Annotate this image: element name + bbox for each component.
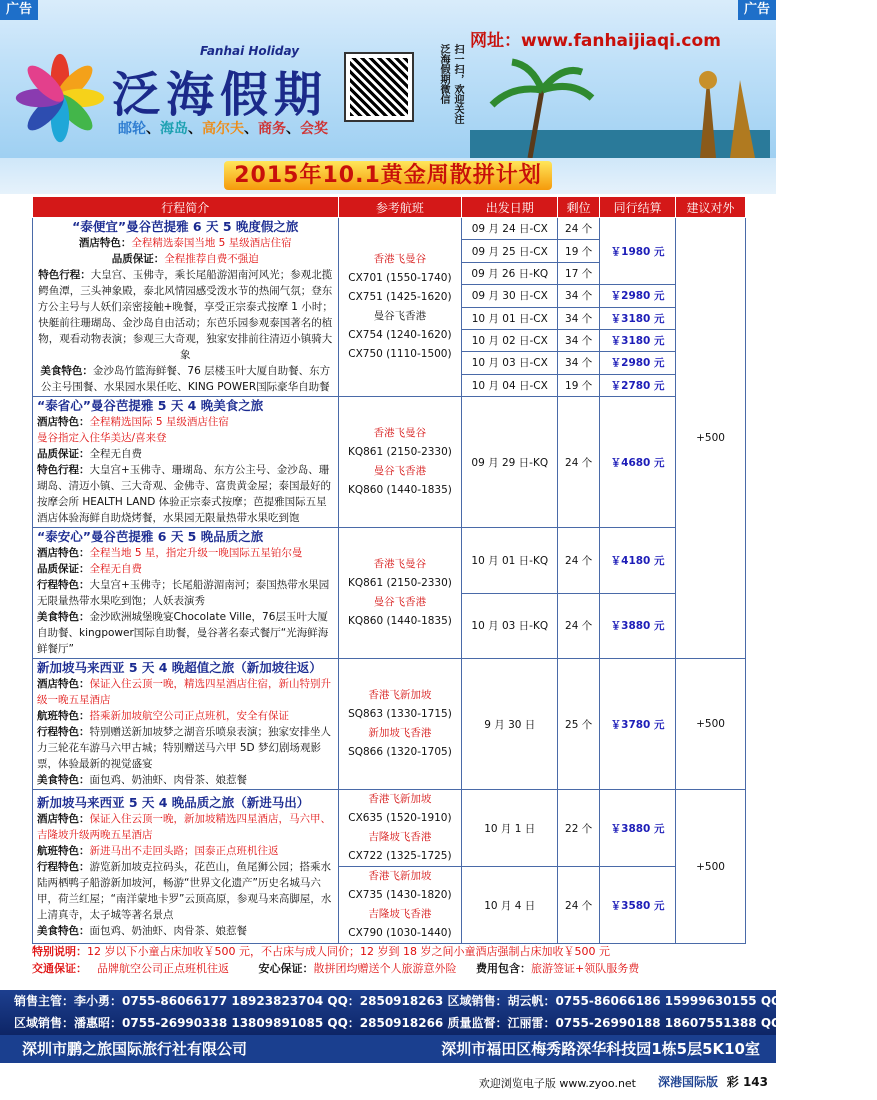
table-cell — [37, 430, 334, 446]
brand-chinese: 泛海假期 — [112, 67, 329, 123]
table-cell: 全程精选泰国当地 5 星级酒店住宿 — [131, 237, 292, 249]
table-cell: 全程无自费 — [89, 448, 142, 460]
table-cell: +500 — [676, 790, 746, 944]
table-cell: CX751 (1425-1620) — [348, 291, 452, 303]
table-cell: 吉隆坡飞香港 — [368, 831, 432, 843]
table-cell: 10 月 03 日-CX — [462, 352, 558, 374]
table-cell: 全程当地 5 星，指定升级一晚国际五星铂尔曼 — [89, 547, 303, 559]
table-cell: 10 月 04 日-CX — [462, 374, 558, 396]
table-cell: KQ860 (1440-1835) — [347, 484, 452, 496]
table-cell: 全程精选国际 5 星级酒店住宿 — [89, 416, 229, 428]
itinerary-table — [32, 196, 746, 944]
table-cell: 深圳市福田区梅秀路深华科技园1栋5层5K10室 — [441, 1040, 760, 1058]
logo-flower-icon — [14, 52, 106, 144]
table-cell: 金沙欧洲城堡晚宴Chocolate Ville，76层玉叶大厦自助餐、kingpower国际自助餐，曼谷著名泰式餐厅“光海鲜海鲜餐厅” — [37, 611, 329, 655]
table-cell: 品质保证： — [37, 448, 90, 460]
table-cell — [37, 235, 334, 251]
col-header: 行程简介 — [33, 197, 339, 218]
table-cell: 10 月 01 日-CX — [462, 307, 558, 329]
special-note — [32, 944, 746, 960]
table-cell — [33, 218, 339, 397]
table-cell: ￥4680 元 — [600, 397, 676, 528]
table-cell: CX790 (1030-1440) — [348, 927, 452, 939]
table-cell: 费用包含： — [476, 962, 531, 975]
table-cell: 商务 — [258, 121, 286, 137]
table-cell: KQ861 (2150-2330) — [347, 577, 452, 589]
table-cell — [339, 424, 462, 500]
table-cell: 欢迎浏览电子版 www.zyoo.net — [478, 1077, 636, 1090]
col-header: 建议对外 — [676, 197, 746, 218]
table-cell: 美食特色： — [37, 611, 90, 623]
table-cell: 09 月 26 日-KQ — [462, 262, 558, 284]
table-cell: 散拼团均赠送个人旅游意外险 — [313, 962, 457, 975]
table-cell: 新加坡飞香港 — [368, 727, 432, 739]
table-cell: 大皇宫+玉佛寺、珊瑚岛、东方公主号、金沙岛、珊瑚岛、清迈小镇、三大奇观、金佛寺、富贵黄金屋；泰国最好的按摩会所 HEALTH LAND 体验正宗泰式按摩；芭提雅国际五星酒店体验海鲜自助烧烤餐，水果园无限量热带水果吃到饱 — [37, 464, 331, 524]
table-cell — [37, 811, 334, 843]
table-cell — [33, 528, 339, 659]
website-link[interactable]: 网址：www.fanhaijiaqi.com — [470, 31, 721, 51]
table-cell: 酒店特色： — [37, 416, 90, 428]
table-cell: 19 个 — [558, 374, 600, 396]
table-cell: 大皇宫、玉佛寺，乘长尾船游湄南河风光；参观北揽鳄鱼潭，三头神象殿，泰北风情园感受泼水节的热闹气氛；登东方公主号与人妖们亲密接触+晚餐，享受正宗泰式按摩 1 小时；快艇前往珊瑚岛、金沙岛自由活动；东芭乐园参观泰国著名的植物，观看动物表演；参观三大奇观，独家安排前往清迈小镇骑大象 — [37, 269, 333, 361]
contact-line: 销售主管：李小勇：0755-86066177 18923823704 QQ：2850918263 区域销售：胡云帆：0755-86066186 15999630155 QQ：2850918264 — [14, 994, 877, 1008]
table-cell: 会奖 — [300, 121, 328, 137]
table-cell: CX635 (1520-1910) — [348, 812, 452, 824]
table-cell: CX754 (1240-1620) — [348, 329, 452, 341]
table-cell: 25 个 — [558, 659, 600, 790]
table-row — [33, 218, 746, 240]
table-cell: KQ860 (1440-1835) — [347, 615, 452, 627]
table-cell: ￥2980 元 — [600, 285, 676, 307]
table-cell: 34 个 — [558, 285, 600, 307]
table-cell: 10 月 03 日-KQ — [462, 593, 558, 659]
table-cell: 香港飞曼谷 — [373, 427, 427, 439]
table-cell: “泰省心”曼谷芭提雅 5 天 4 晚美食之旅 — [37, 398, 264, 413]
table-cell: 行程特色： — [37, 726, 90, 738]
table-cell: 香港飞曼谷 — [373, 253, 427, 265]
table-cell: 24 个 — [558, 593, 600, 659]
table-cell: 邮轮 — [118, 121, 146, 137]
table-cell: 美食特色： — [37, 924, 90, 937]
table-cell: 10 月 1 日 — [462, 790, 558, 867]
table-cell: 34 个 — [558, 307, 600, 329]
col-header: 同行结算 — [600, 197, 676, 218]
table-cell: 24 个 — [558, 867, 600, 944]
table-cell: 品牌航空公司正点班机往返 — [97, 962, 229, 975]
table-cell: 09 月 29 日-KQ — [462, 397, 558, 528]
table-cell: 24 个 — [558, 218, 600, 240]
table-cell: 新加坡马来西亚 5 天 4 晚品质之旅（新进马出） — [37, 794, 310, 810]
table-cell — [33, 790, 339, 944]
table-cell: 2015年10.1黄金周散拼计划 — [224, 161, 552, 190]
col-header: 出发日期 — [462, 197, 558, 218]
table-row — [33, 397, 746, 528]
table-cell — [37, 251, 334, 267]
table-cell: 34 个 — [558, 352, 600, 374]
table-cell: 22 个 — [558, 790, 600, 867]
table-cell: SQ866 (1320-1705) — [348, 746, 452, 758]
table-cell: 特色行程： — [38, 269, 91, 281]
table-cell: 彩 143 — [726, 1075, 768, 1089]
table-cell: 酒店特色： — [37, 547, 90, 559]
table-cell: 香港飞新加坡 — [368, 689, 432, 701]
table-cell: 香港飞新加坡 — [368, 793, 432, 805]
qr-code[interactable] — [344, 52, 414, 122]
table-cell — [338, 790, 462, 867]
table-cell — [339, 790, 462, 866]
table-cell: 航班特色： — [37, 710, 90, 722]
header-banner — [0, 0, 776, 158]
table-cell — [339, 686, 462, 762]
table-cell: 酒店特色： — [37, 678, 90, 690]
table-cell: 交通保证： — [32, 962, 87, 975]
table-cell: 新加坡马来西亚 5 天 4 晚超值之旅（新加坡往返） — [37, 660, 322, 675]
company-bar — [0, 1035, 776, 1063]
table-cell: 34 个 — [558, 329, 600, 351]
page-title — [0, 158, 776, 194]
table-cell: ￥2780 元 — [600, 374, 676, 396]
table-cell — [338, 397, 462, 528]
table-cell: SQ863 (1330-1715) — [348, 708, 452, 720]
table-cell: 香港飞新加坡 — [368, 870, 432, 882]
table-cell — [37, 561, 334, 577]
table-row — [33, 528, 746, 594]
table-row — [33, 790, 746, 867]
table-cell — [37, 676, 334, 708]
ad-tag-right: 广告 — [738, 0, 776, 20]
table-cell — [33, 659, 338, 789]
table-cell: 19 个 — [558, 240, 600, 262]
table-cell: ￥3580 元 — [600, 867, 676, 944]
table-cell — [37, 545, 334, 561]
table-cell: ￥4180 元 — [600, 528, 676, 594]
table-cell — [37, 859, 334, 923]
table-cell: 24 个 — [558, 397, 600, 528]
table-cell — [33, 794, 338, 940]
table-cell — [37, 267, 334, 363]
table-cell: 酒店特色： — [78, 237, 132, 249]
table-cell: 品质保证： — [37, 563, 90, 575]
table-cell: 高尔夫 — [202, 121, 244, 137]
table-cell: CX750 (1110-1500) — [348, 348, 452, 360]
contact-line: 区域销售：潘惠昭：0755-26990338 13809891085 QQ：2850918266 质量监督：江丽雷：0755-26990188 18607551388 QQ：2850918260 — [14, 1016, 877, 1030]
table-cell: 12 岁以下小童占床加收￥500 元，不占床与成人同价；12 岁到 18 岁之间小童酒店强制占床加收￥500 元 — [87, 945, 610, 958]
table-cell — [37, 446, 334, 462]
table-cell: 游览新加坡克拉码头，花芭山，鱼尾狮公园；搭乘水陆两栖鸭子船游新加坡河，畅游“世界文化遗产”历史名城马六甲，荷兰红屋；“南洋蒙地卡罗”云顶高原，参观马来高脚屋，水上清真寺，太子城等著名景点 — [37, 860, 332, 921]
brand-english: Fanhai Holiday — [200, 44, 300, 58]
table-cell — [33, 397, 339, 528]
scan-text: 扫一扫，欢迎关注泛海假期微信 — [438, 44, 463, 124]
table-row — [33, 197, 746, 218]
table-row — [33, 659, 746, 790]
table-cell: ￥3880 元 — [600, 593, 676, 659]
table-cell: 吉隆坡飞香港 — [368, 908, 432, 920]
table-cell: 品质保证： — [111, 253, 165, 265]
table-cell — [338, 528, 462, 659]
col-header: 剩位 — [558, 197, 600, 218]
table-cell: 09 月 30 日-CX — [462, 285, 558, 307]
table-cell: 特别赠送新加坡梦之湖音乐喷泉表演；独家安排坐人力三轮花车游马六甲古城；特别赠送马六甲 5D 梦幻剧场观影票，体验最新的视觉盛宴 — [37, 726, 331, 770]
table-cell: 香港飞曼谷 — [373, 558, 427, 570]
table-cell — [33, 218, 338, 396]
table-cell — [338, 218, 462, 397]
table-cell — [37, 843, 334, 859]
table-cell: 深港国际版 — [657, 1075, 718, 1089]
table-cell: ￥1980 元 — [600, 218, 676, 285]
table-cell: 曼谷飞香港 — [373, 596, 427, 608]
table-cell — [338, 659, 462, 790]
table-cell: 面包鸡、奶油虾、肉骨茶、娘惹餐 — [89, 924, 247, 937]
ad-tag-left: 广告 — [0, 0, 38, 20]
table-cell — [339, 250, 462, 364]
table-cell: 深圳市鹏之旅国际旅行社有限公司 — [22, 1040, 248, 1058]
table-cell: 新进马出不走回头路；国泰正点班机往返 — [89, 844, 279, 857]
table-cell: 特别说明： — [32, 945, 87, 958]
table-cell: “泰便宜”曼谷芭提雅 6 天 5 晚度假之旅 — [72, 219, 299, 234]
table-cell: 10 月 02 日-CX — [462, 329, 558, 351]
table-cell — [37, 923, 334, 939]
table-cell — [37, 772, 334, 788]
table-cell — [37, 363, 334, 395]
table-cell: 曼谷飞香港 — [373, 465, 427, 477]
table-cell: 保证入住云顶一晚，新加坡精选四星酒店，马六甲、吉隆坡升级两晚五星酒店 — [37, 812, 331, 841]
table-cell: 17 个 — [558, 262, 600, 284]
table-cell: CX722 (1325-1725) — [348, 850, 452, 862]
table-cell: ￥2980 元 — [600, 352, 676, 374]
tagline: 邮轮、海岛、高尔夫、商务、会奖 — [118, 121, 328, 137]
table-cell: 09 月 25 日-CX — [462, 240, 558, 262]
table-cell — [33, 528, 338, 658]
table-cell: 安心保证： — [258, 962, 314, 975]
table-cell: “泰安心”曼谷芭提雅 6 天 5 晚品质之旅 — [37, 529, 264, 544]
table-cell: 行程特色： — [37, 579, 90, 591]
table-cell — [339, 555, 462, 631]
table-cell: +500 — [676, 659, 746, 790]
table-cell: 曼谷飞香港 — [373, 310, 427, 322]
table-cell — [33, 397, 338, 527]
table-cell: 特色行程： — [37, 464, 90, 476]
table-cell — [37, 414, 334, 430]
table-cell: 旅游签证+领队服务费 — [531, 962, 640, 975]
table-cell: 海岛 — [160, 121, 188, 137]
table-cell: 24 个 — [558, 528, 600, 594]
table-cell: 美食特色： — [40, 365, 93, 377]
table-cell: 航班特色： — [37, 844, 90, 857]
table-cell: 酒店特色： — [37, 812, 90, 825]
table-cell: 10 月 4 日 — [462, 867, 558, 944]
table-cell: ￥3180 元 — [600, 307, 676, 329]
table-cell: 曼谷指定入住华美达/喜来登 — [37, 432, 167, 444]
table-cell — [339, 867, 462, 943]
table-cell: CX701 (1550-1740) — [348, 272, 452, 284]
table-cell — [37, 462, 334, 526]
table-cell — [37, 609, 334, 657]
table-cell: 9 月 30 日 — [462, 659, 558, 790]
table-cell: 行程特色： — [37, 860, 90, 873]
table-cell: 10 月 01 日-KQ — [462, 528, 558, 594]
table-cell: 保证入住云顶一晚，精选四星酒店住宿，新山特别升级一晚五星酒店 — [37, 678, 331, 706]
table-cell: 金沙岛竹篮海鲜餐、76 层楼玉叶大厦自助餐、东方公主号围餐、水果园水果任吃、KING POWER国际豪华自助餐 — [40, 365, 331, 393]
page-footer — [0, 1063, 776, 1100]
col-header: 参考航班 — [338, 197, 462, 218]
table-cell: +500 — [676, 218, 746, 659]
table-cell — [37, 724, 334, 772]
table-cell: 全程推荐自费不强迫 — [164, 253, 259, 265]
table-cell: ￥3780 元 — [600, 659, 676, 790]
resort-scenery-icon — [470, 60, 770, 158]
table-cell: 大皇宫+玉佛寺；长尾船游湄南河；泰国热带水果园无限量热带水果吃到饱；人妖表演秀 — [37, 579, 330, 607]
table-cell: KQ861 (2150-2330) — [347, 446, 452, 458]
table-cell: 全程无自费 — [89, 563, 142, 575]
table-cell — [338, 867, 462, 944]
table-cell: 09 月 24 日-CX — [462, 218, 558, 240]
table-cell: CX735 (1430-1820) — [348, 889, 452, 901]
table-cell — [37, 577, 334, 609]
table-cell — [33, 659, 339, 790]
table-cell: ￥3180 元 — [600, 329, 676, 351]
table-cell — [37, 708, 334, 724]
guarantee-note — [32, 961, 746, 977]
table-cell: 面包鸡、奶油虾、肉骨茶、娘惹餐 — [89, 774, 247, 786]
table-cell: 搭乘新加坡航空公司正点班机，安全有保证 — [89, 710, 289, 722]
contact-band — [0, 990, 877, 1035]
table-cell: 美食特色： — [37, 774, 90, 786]
table-cell: ￥3880 元 — [600, 790, 676, 867]
